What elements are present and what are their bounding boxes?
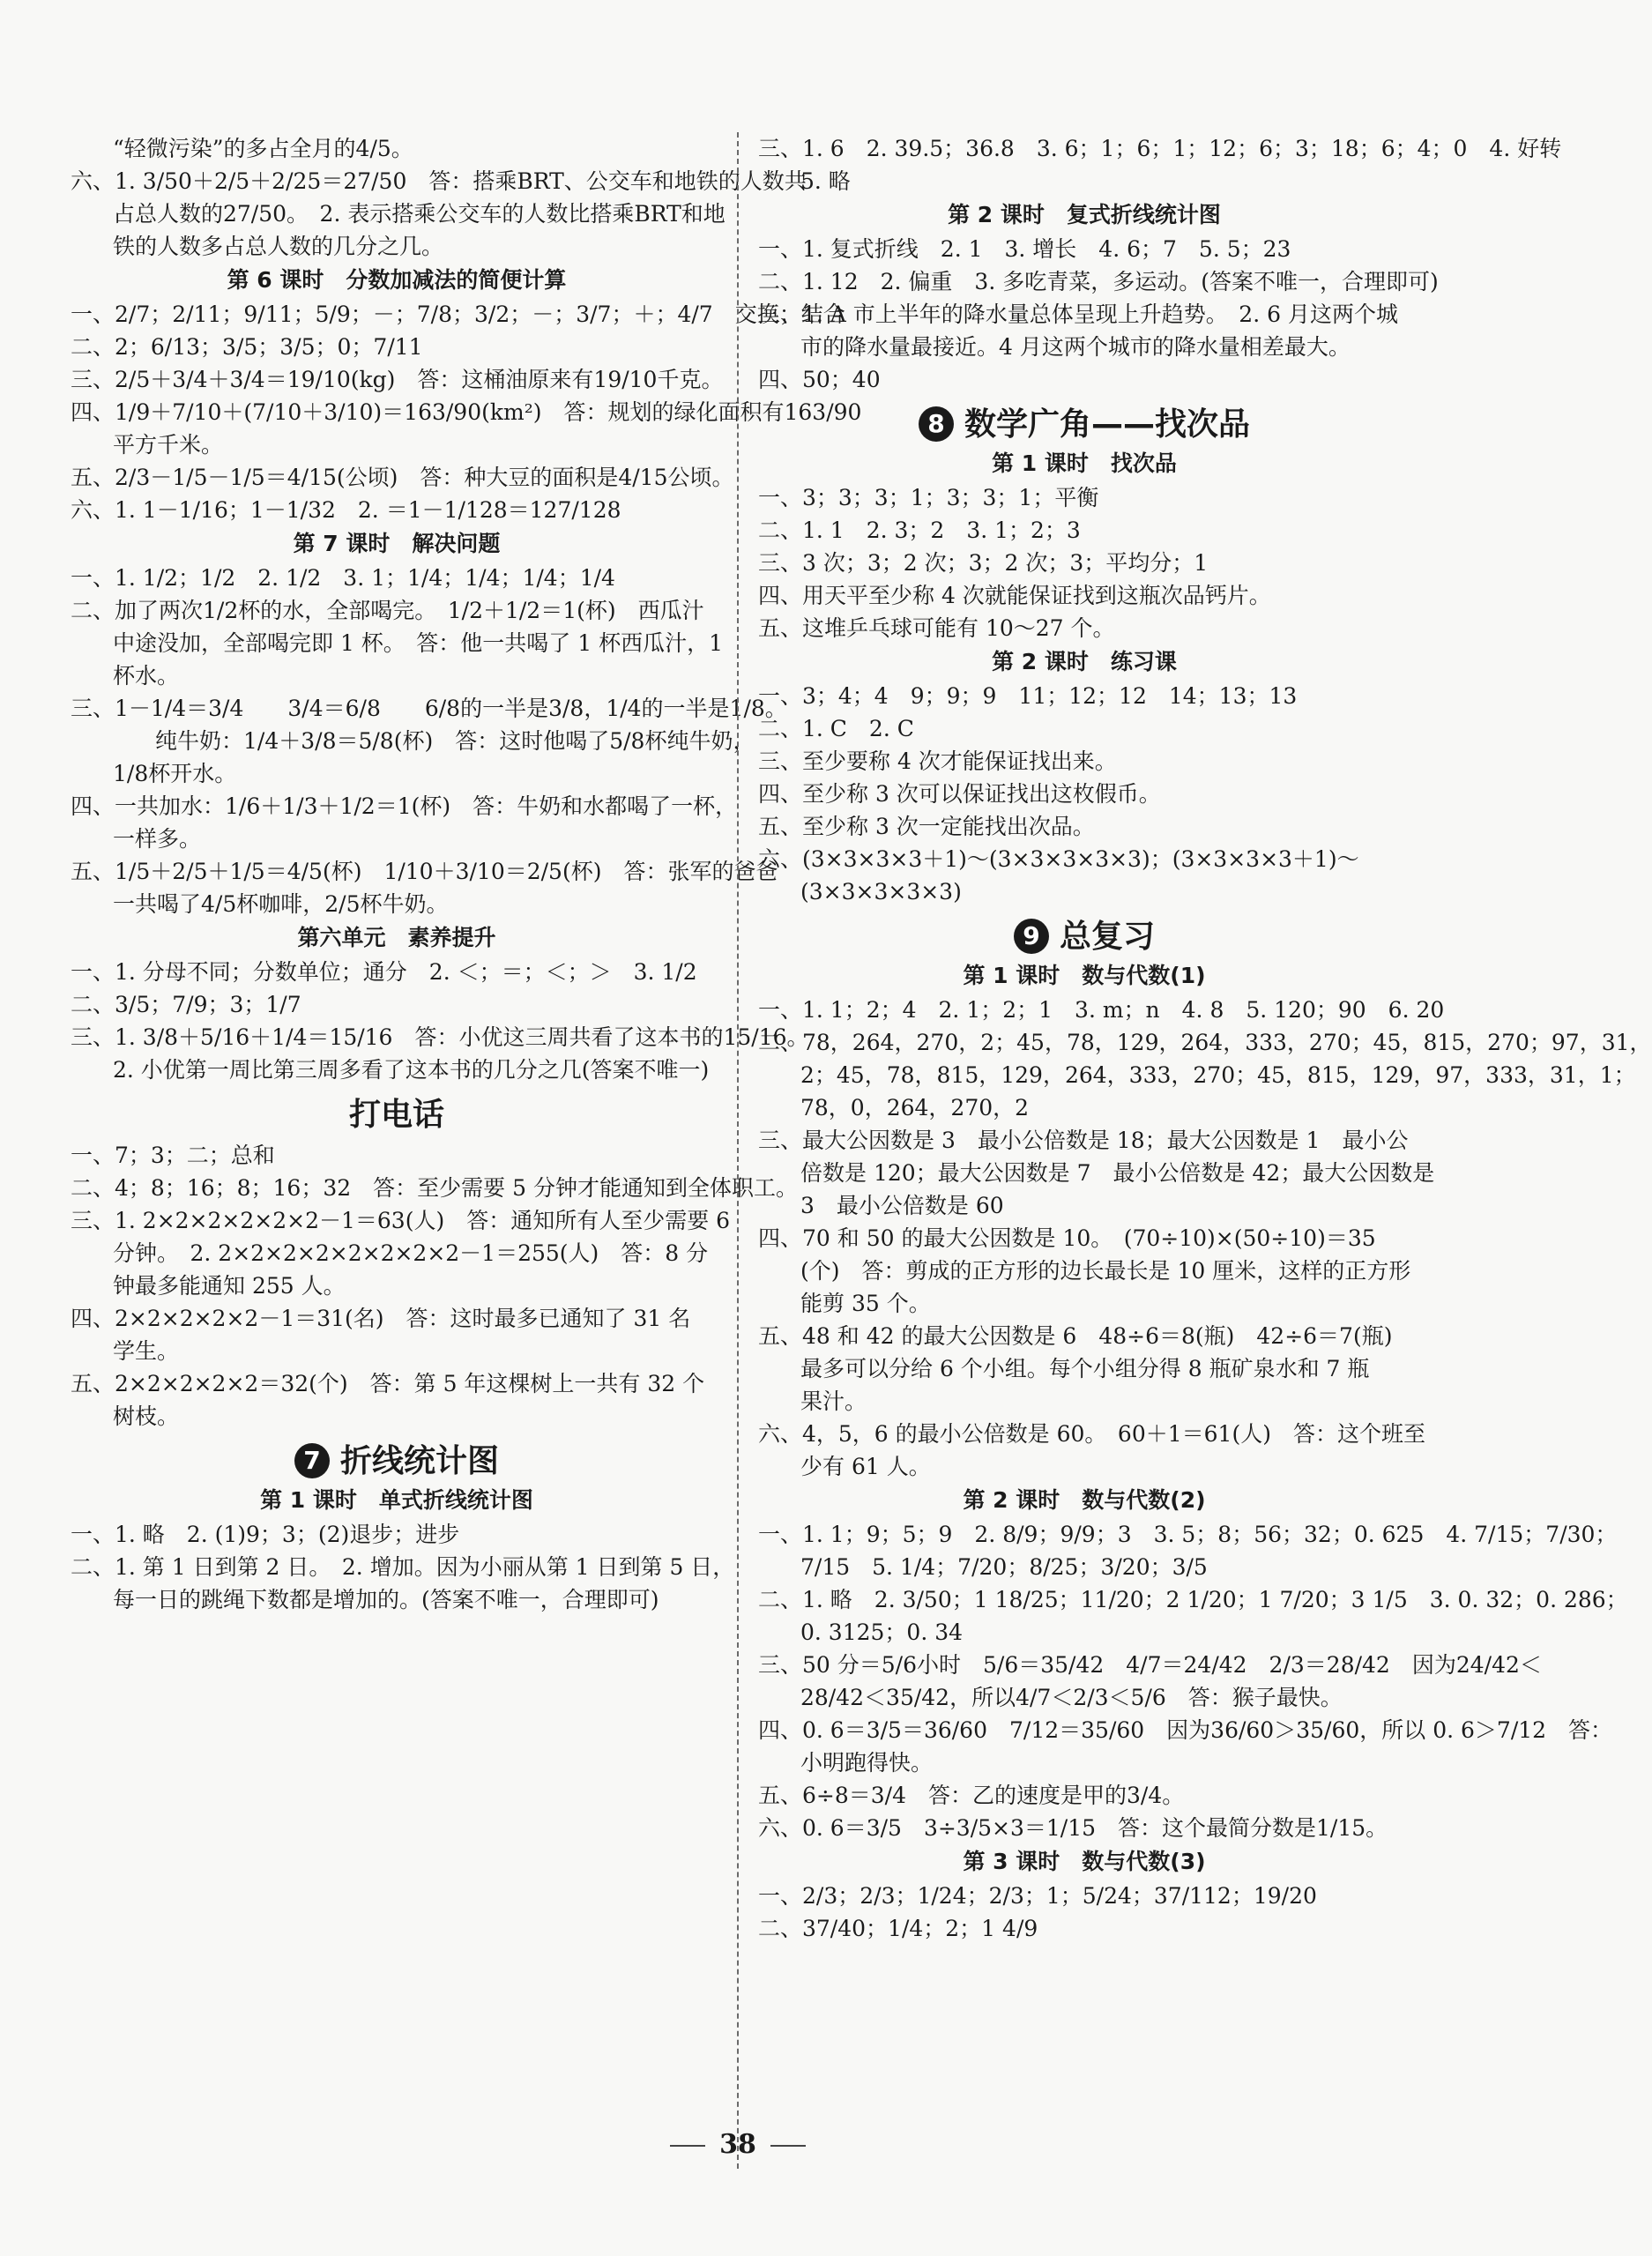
answer-line: 五、2/3－1/5－1/5＝4/15(公顷) 答：种大豆的面积是4/15公顷。 (71, 465, 734, 490)
answer-line: 一、7；3；二；总和 (71, 1143, 275, 1168)
answer-line: 四、1/9＋7/10＋(7/10＋3/10)＝163/90(km²) 答：规划的绿化面积有163/90 (71, 399, 862, 425)
answer-line: 一、2/3；2/3；1/24；2/3；1；5/24；37/112；19/20 (758, 1883, 1317, 1909)
chapter-title: 打电话 (348, 1097, 444, 1133)
answer-line: 能剪 35 个。 (800, 1291, 931, 1316)
answer-line: 二、4；8；16；8；16；32 答：至少需要 5 分钟才能通知到全体职工。 (71, 1175, 798, 1201)
answer-line: 铁的人数多占总人数的几分之几。 (113, 234, 444, 259)
answer-line: 小明跑得快。 (800, 1750, 934, 1776)
answer-line: (3×3×3×3×3) (800, 879, 962, 905)
answer-line: 0. 3125；0. 34 (800, 1619, 964, 1645)
answer-line: 六、0. 6＝3/5 3÷3/5×3＝1/15 答：这个最简分数是1/15。 (758, 1815, 1388, 1841)
answer-line: 三、3 次；3；2 次；3；2 次；3；平均分；1 (758, 550, 1209, 576)
answer-line: 最多可以分给 6 个小组。每个小组分得 8 瓶矿泉水和 7 瓶 (800, 1356, 1370, 1381)
answer-line: 四、70 和 50 的最大公因数是 10。 (70÷10)×(50÷10)＝35 (758, 1225, 1376, 1251)
answer-line: 一、1. 分母不同；分数单位；通分 2. ＜；＝；＜；＞ 3. 1/2 (71, 959, 697, 985)
answer-line: 5. 略 (800, 168, 851, 194)
answer-line: 7/15 5. 1/4；7/20；8/25；3/20；3/5 (800, 1554, 1208, 1580)
chapter-title: 折线统计图 (339, 1443, 499, 1479)
page-number-footer (0, 2129, 1476, 2160)
answer-line: 三、1. A 市上半年的降水量总体呈现上升趋势。 2. 6 月这两个城 (758, 302, 1398, 327)
lesson-heading: 第六单元 素养提升 (297, 925, 496, 950)
answer-line: 五、2×2×2×2×2＝32(个) 答：第 5 年这棵树上一共有 32 个 (71, 1371, 705, 1396)
answer-line: 学生。 (113, 1338, 180, 1364)
answer-line: “轻微污染”的多占全月的4/5。 (113, 136, 413, 161)
answer-line: 2；45，78，815，129，264，333，270；45，815，129，97，333，31，1； (800, 1062, 1636, 1088)
answer-line: 四、2×2×2×2×2－1＝31(名) 答：这时最多已通知了 31 名 (71, 1306, 691, 1331)
answer-line: 三、最大公因数是 3 最小公倍数是 18；最大公因数是 1 最小公 (758, 1128, 1409, 1153)
footer-dash-right (770, 2145, 806, 2147)
chapter-heading (71, 1441, 723, 1482)
answer-line: 六、1. 1－1/16；1－1/32 2. ＝1－1/128＝127/128 (71, 497, 621, 523)
chapter-title: 数学广角——找次品 (964, 406, 1250, 443)
chapter-heading (758, 917, 1410, 957)
answer-line: 78，0，264，270，2 (800, 1095, 1030, 1121)
right-column (758, 132, 1652, 1945)
answer-line: 四、一共加水：1/6＋1/3＋1/2＝1(杯) 答：牛奶和水都喝了一杯， (71, 793, 738, 819)
answer-line: 六、4，5，6 的最小公倍数是 60。 60＋1＝61(人) 答：这个班至 (758, 1421, 1425, 1447)
answer-line: 五、至少称 3 次一定能找出次品。 (758, 814, 1095, 839)
answer-line: 三、1. 6 2. 39.5；36.8 3. 6；1；6；1；12；6；3；18；6；4；0 4. 好转 (758, 136, 1562, 161)
answer-line: 三、1. 3/8＋5/16＋1/4＝15/16 答：小优这三周共看了这本书的15/16。 (71, 1024, 809, 1050)
answer-line: 六、(3×3×3×3＋1)～(3×3×3×3×3)；(3×3×3×3＋1)～ (758, 846, 1359, 872)
answer-line: 一、1. 1；9；5；9 2. 8/9；9/9；3 3. 5；8；56；32；0. 625 4. 7/15；7/30； (758, 1522, 1618, 1547)
chapter-number-badge: 8 (919, 406, 954, 442)
answer-line: 一样多。 (113, 826, 202, 852)
answer-line: 树枝。 (113, 1403, 180, 1429)
answer-line: 二、3/5；7/9；3；1/7 (71, 992, 301, 1017)
answer-line: 六、1. 3/50＋2/5＋2/25＝27/50 答：搭乘BRT、公交车和地铁的人数共 (71, 168, 807, 194)
chapter-heading (71, 1095, 723, 1135)
answer-line: 一、3；3；3；1；3；3；1；平衡 (758, 485, 1099, 510)
answer-line: 二、1. 1 2. 3；2 3. 1；2；3 (758, 517, 1081, 543)
answer-line: 三、50 分＝5/6小时 5/6＝35/42 4/7＝24/42 2/3＝28/42 因为24/42＜ (758, 1652, 1542, 1678)
answer-line: 四、至少称 3 次可以保证找出这枚假币。 (758, 781, 1161, 807)
lesson-heading: 第 2 课时 练习课 (992, 649, 1177, 674)
chapter-number-badge: 9 (1014, 919, 1049, 954)
answer-line: 杯水。 (113, 663, 180, 689)
answer-line: 五、6÷8＝3/4 答：乙的速度是甲的3/4。 (758, 1783, 1185, 1808)
footer-dash-left (670, 2145, 705, 2147)
lesson-heading: 第 1 课时 找次品 (992, 450, 1177, 476)
answer-line: 1/8杯开水。 (113, 761, 237, 786)
answer-line: 二、1. 略 2. 3/50；1 18/25；11/20；2 1/20；1 7/20；3 1/5 3. 0. 32；0. 286； (758, 1587, 1628, 1612)
lesson-heading: 第 2 课时 数与代数(2) (963, 1487, 1206, 1513)
answer-line: 三、至少要称 4 次才能保证找出来。 (758, 748, 1117, 774)
page-number: 38 (719, 2129, 756, 2160)
lesson-heading: 第 7 课时 解决问题 (293, 531, 501, 556)
answer-line: 二、1. 第 1 日到第 2 日。 2. 增加。因为小丽从第 1 日到第 5 日， (71, 1554, 735, 1580)
answer-line: 五、48 和 42 的最大公因数是 6 48÷6＝8(瓶) 42÷6＝7(瓶) (758, 1323, 1393, 1349)
answer-line: 占总人数的27/50。 2. 表示搭乘公交车的人数比搭乘BRT和地 (113, 201, 726, 227)
answer-line: 三、2/5＋3/4＋3/4＝19/10(kg) 答：这桶油原来有19/10千克。 (71, 367, 724, 392)
answer-line: 倍数是 120；最大公因数是 7 最小公倍数是 42；最大公因数是 (800, 1160, 1435, 1186)
column-divider (737, 132, 739, 2169)
answer-line: 三、1－1/4＝3/4 3/4＝6/8 6/8的一半是3/8，1/4的一半是1/8。 (71, 696, 787, 721)
chapter-number-badge: 7 (294, 1443, 330, 1478)
answer-line: 一、3；4；4 9；9；9 11；12；12 14；13；13 (758, 683, 1298, 709)
answer-line: 中途没加，全部喝完即 1 杯。 答：他一共喝了 1 杯西瓜汁，1 (113, 630, 724, 656)
answer-line: 一、1. 1；2；4 2. 1；2；1 3. m；n 4. 8 5. 120；90 6. 20 (758, 997, 1445, 1023)
chapter-title: 总复习 (1059, 919, 1155, 955)
answer-line: 一、1. 1/2；1/2 2. 1/2 3. 1；1/4；1/4；1/4；1/4 (71, 565, 615, 591)
answer-line: 一、1. 复式折线 2. 1 3. 增长 4. 6；7 5. 5；23 (758, 236, 1291, 262)
answer-line: 四、用天平至少称 4 次就能保证找到这瓶次品钙片。 (758, 583, 1271, 608)
answer-line: 市的降水量最接近。4 月这两个城市的降水量相差最大。 (800, 334, 1351, 360)
lesson-heading: 第 6 课时 分数加减法的简便计算 (227, 267, 567, 293)
answer-line: 二、78，264，270，2；45，78，129，264，333，270；45，815，270；97，31， (758, 1030, 1652, 1055)
answer-line: (个) 答：剪成的正方形的边长最长是 10 厘米，这样的正方形 (800, 1258, 1411, 1284)
answer-line: 每一日的跳绳下数都是增加的。(答案不唯一，合理即可) (113, 1587, 659, 1612)
answer-line: 3 最小公倍数是 60 (800, 1193, 1004, 1218)
answer-line: 少有 61 人。 (800, 1454, 931, 1479)
answer-line: 分钟。 2. 2×2×2×2×2×2×2×2－1＝255(人) 答：8 分 (113, 1240, 709, 1266)
answer-line: 28/42＜35/42，所以4/7＜2/3＜5/6 答：猴子最快。 (800, 1685, 1343, 1710)
answer-line: 五、这堆乒乓球可能有 10～27 个。 (758, 615, 1115, 641)
answer-line: 三、1. 2×2×2×2×2×2－1＝63(人) 答：通知所有人至少需要 6 (71, 1208, 731, 1233)
answer-line: 四、50；40 (758, 367, 881, 392)
chapter-heading (758, 405, 1410, 445)
answer-line: 一共喝了4/5杯咖啡，2/5杯牛奶。 (113, 891, 449, 917)
answer-line: 四、0. 6＝3/5＝36/60 7/12＝35/60 因为36/60＞35/60，所以 0. 6＞7/12 答： (758, 1717, 1613, 1743)
lesson-heading: 第 3 课时 数与代数(3) (963, 1849, 1206, 1874)
answer-line: 五、1/5＋2/5＋1/5＝4/5(杯) 1/10＋3/10＝2/5(杯) 答：张军的爸爸 (71, 859, 778, 884)
answer-line: 纯牛奶：1/4＋3/8＝5/8(杯) 答：这时他喝了5/8杯纯牛奶， (155, 728, 755, 754)
answer-line: 二、1. 12 2. 偏重 3. 多吃青菜，多运动。(答案不唯一，合理即可) (758, 269, 1439, 294)
answer-line: 二、2；6/13；3/5；3/5；0；7/11 (71, 334, 423, 360)
answer-line: 平方千米。 (113, 432, 224, 458)
answer-line: 2. 小优第一周比第三周多看了这本书的几分之几(答案不唯一) (113, 1057, 710, 1083)
answer-line: 钟最多能通知 255 人。 (113, 1273, 346, 1299)
answer-line: 一、1. 略 2. (1)9；3；(2)退步；进步 (71, 1522, 460, 1547)
lesson-heading: 第 2 课时 复式折线统计图 (948, 202, 1221, 227)
answer-line: 一、2/7；2/11；9/11；5/9；－；7/8；3/2；－；3/7；＋；4/7 交换；结合 (71, 302, 845, 327)
answer-line: 二、37/40；1/4；2；1 4/9 (758, 1916, 1038, 1941)
lesson-heading: 第 1 课时 单式折线统计图 (260, 1487, 533, 1513)
answer-line: 二、1. C 2. C (758, 716, 914, 741)
answer-line: 果汁。 (800, 1389, 867, 1414)
lesson-heading: 第 1 课时 数与代数(1) (963, 963, 1206, 988)
answer-line: 二、加了两次1/2杯的水，全部喝完。 1/2＋1/2＝1(杯) 西瓜汁 (71, 598, 704, 623)
